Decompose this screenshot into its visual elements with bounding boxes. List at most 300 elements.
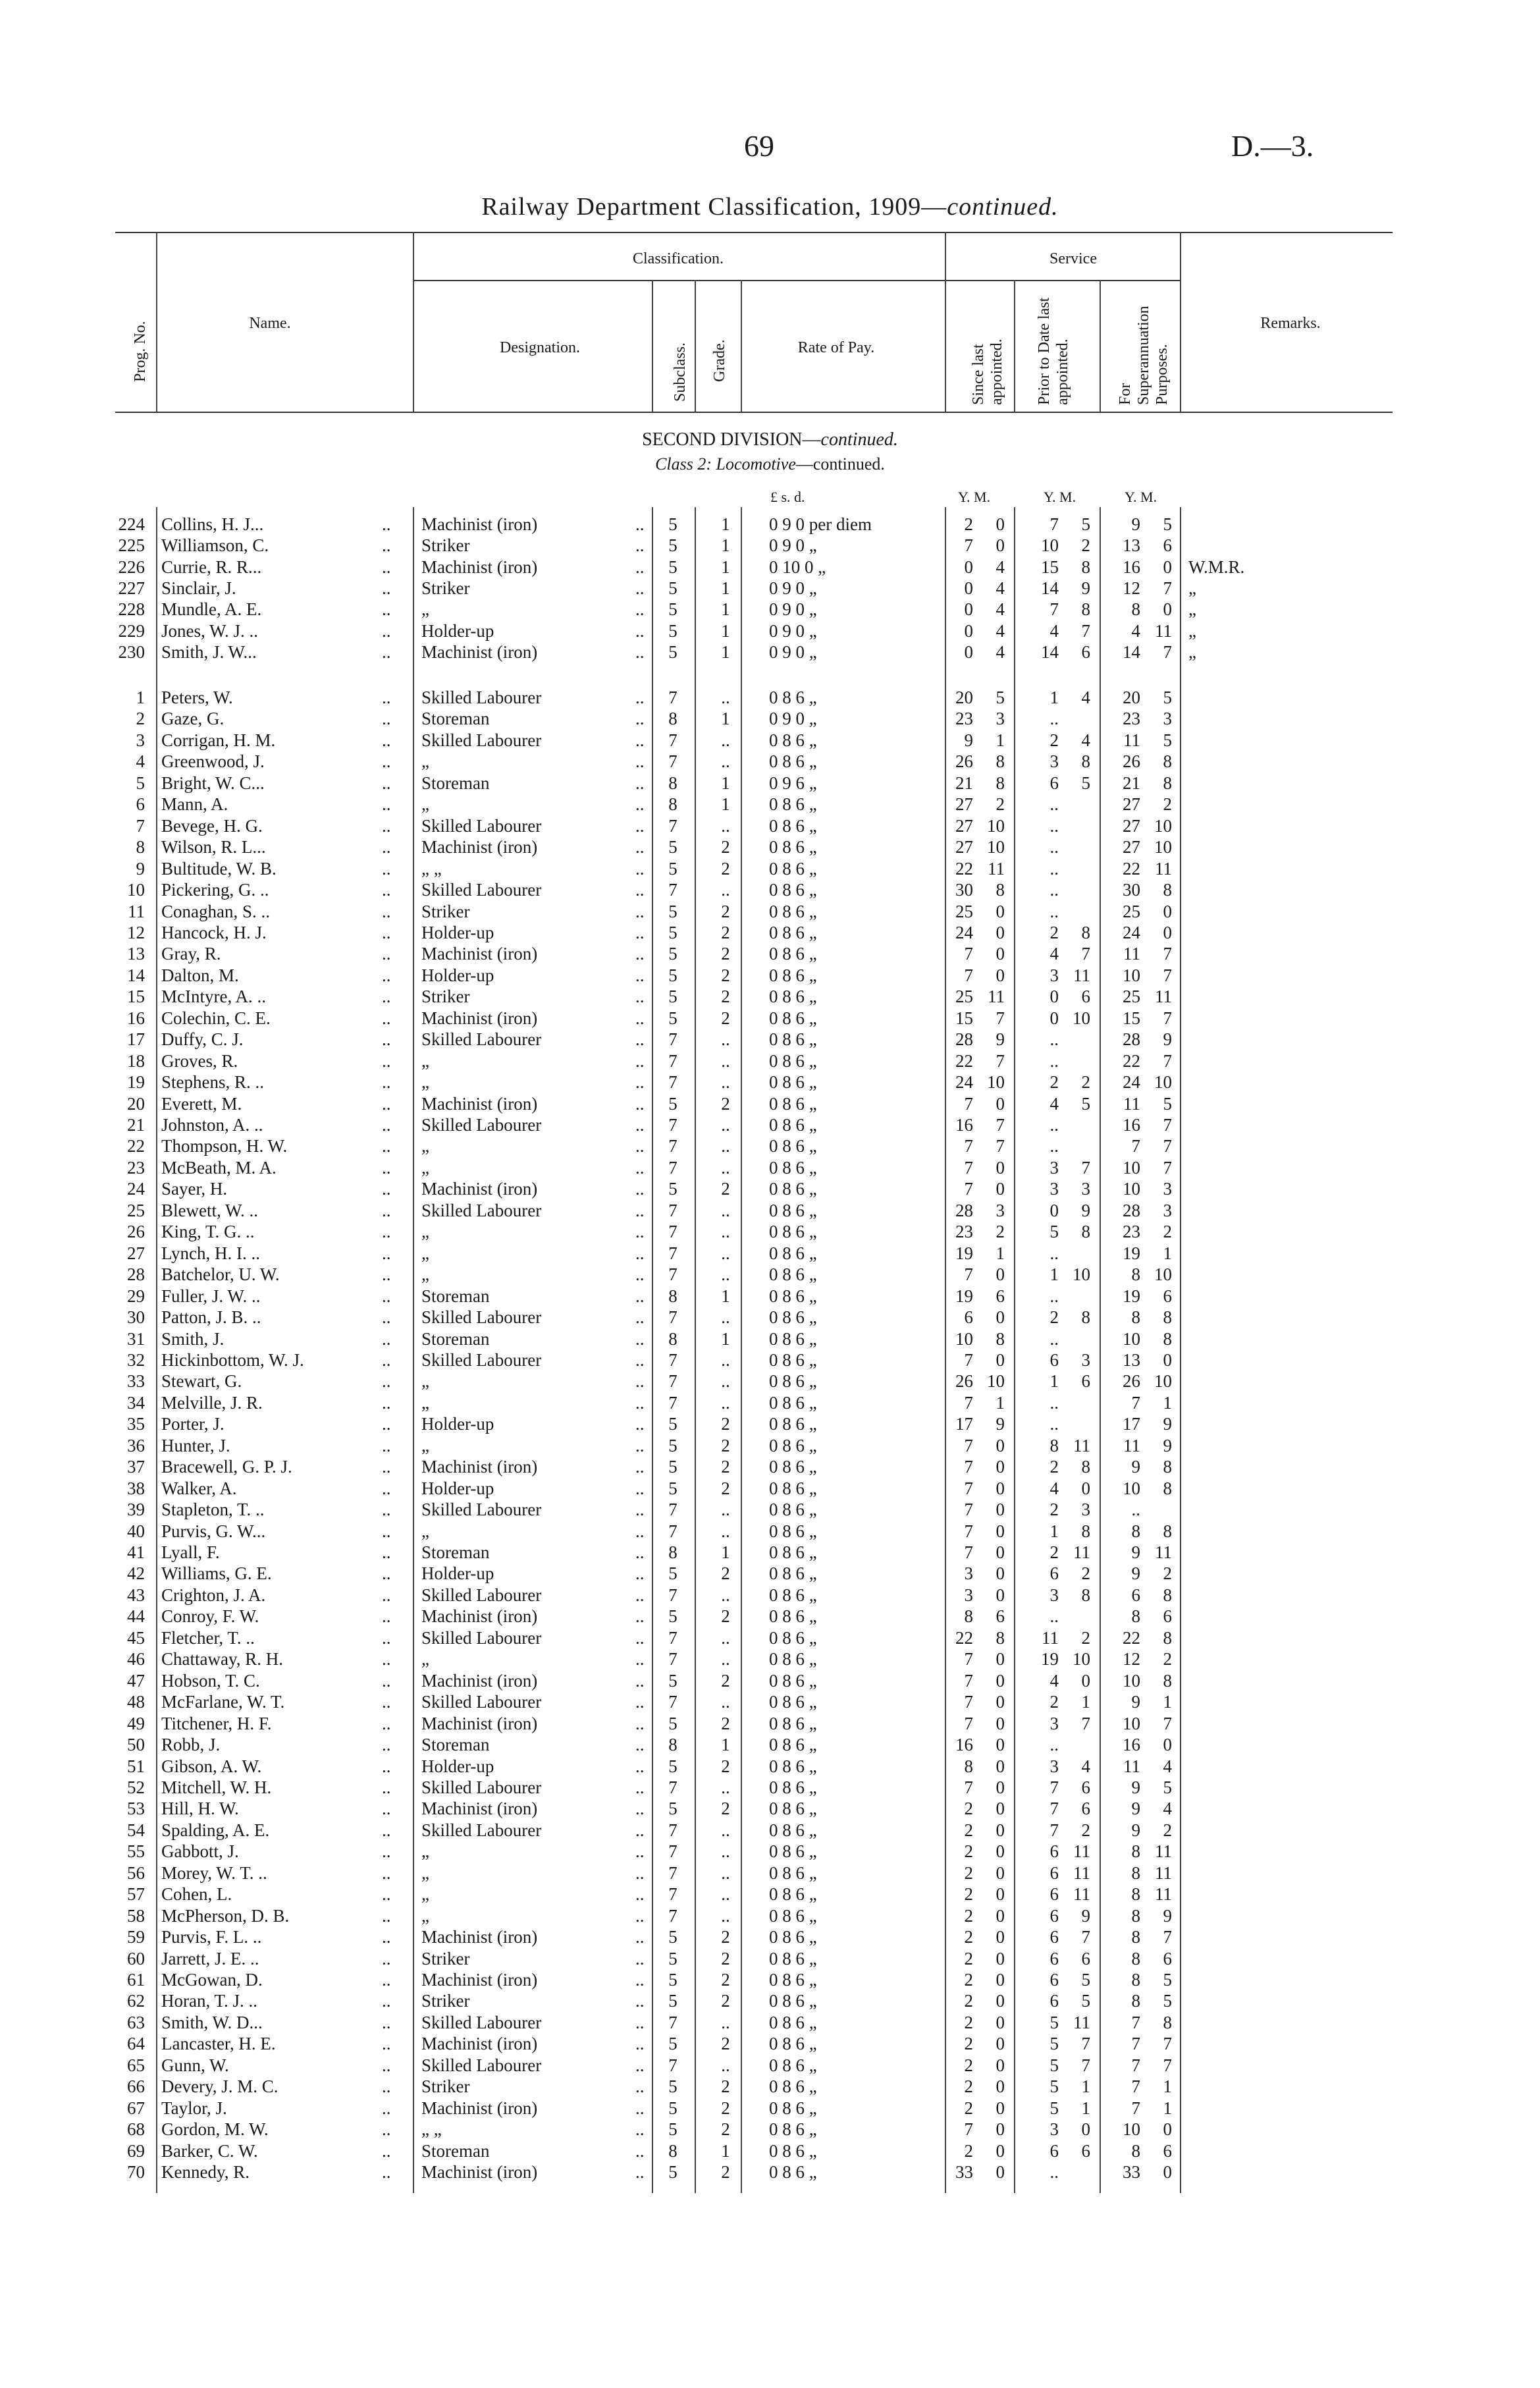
leader-dots: ..: [635, 1884, 645, 1905]
since-months-cell: 6: [996, 1286, 1005, 1306]
subclass-cell: 7: [668, 1222, 677, 1242]
prior-years-cell: 0: [1049, 1200, 1059, 1220]
name-cell: Lancaster, H. E.: [161, 2034, 276, 2054]
name-cell: Collins, H. J...: [161, 514, 264, 534]
leader-dots: ..: [382, 1157, 391, 1178]
grade-cell: 1: [721, 556, 730, 577]
remarks-cell: „: [1188, 641, 1196, 662]
grade-cell: ..: [721, 815, 730, 836]
rate-of-pay-cell: 0 8 6 „: [769, 1222, 817, 1242]
name-cell: Devery, J. M. C.: [161, 2076, 279, 2097]
name-cell: Williamson, C.: [161, 535, 269, 556]
table-row: [0, 1841, 1540, 1862]
page-title: [0, 192, 1540, 221]
grade-cell: ..: [721, 1200, 730, 1220]
table-row: [0, 1585, 1540, 1606]
table-row: [0, 1264, 1540, 1285]
subclass-cell: 7: [668, 1136, 677, 1156]
since-years-cell: 7: [964, 1500, 973, 1520]
since-years-cell: 6: [964, 1307, 973, 1328]
table-row: [0, 986, 1540, 1007]
rate-of-pay-cell: 0 8 6 „: [769, 1050, 817, 1071]
designation-cell: Striker: [421, 1991, 470, 2011]
designation-cell: Machinist (iron): [421, 1457, 538, 1477]
prog-no-cell: 46: [127, 1649, 145, 1669]
leader-dots: ..: [635, 556, 645, 577]
since-years-cell: 2: [964, 1862, 973, 1883]
rate-of-pay-cell: 0 8 6 „: [769, 1862, 817, 1883]
leader-dots: ..: [635, 1905, 645, 1926]
prior-years-cell: 11: [1042, 1627, 1059, 1648]
prog-no-cell: 28: [127, 1264, 145, 1285]
subclass-cell: 5: [668, 1435, 677, 1455]
since-months-cell: 0: [996, 1500, 1005, 1520]
leader-dots: ..: [635, 2055, 645, 2075]
since-years-cell: 0: [964, 599, 973, 620]
name-cell: Jarrett, J. E. ..: [161, 1948, 259, 1968]
leader-dots: ..: [382, 1500, 391, 1520]
subclass-cell: 5: [668, 944, 677, 964]
subclass-cell: 7: [668, 1500, 677, 1520]
subclass-cell: 5: [668, 1948, 677, 1968]
prior-years-cell: 6: [1049, 1970, 1059, 1990]
leader-dots: ..: [635, 1735, 645, 1755]
rate-of-pay-cell: 0 8 6 „: [769, 1414, 817, 1434]
super-months-cell: 2: [1163, 1563, 1172, 1584]
prior-years-cell: 2: [1049, 1692, 1059, 1712]
prior-months-cell: 8: [1081, 1307, 1090, 1328]
leader-dots: ..: [635, 1179, 645, 1199]
name-cell: Stapleton, T. ..: [161, 1500, 265, 1520]
leader-dots: ..: [635, 1371, 645, 1392]
name-cell: Smith, J.: [161, 1328, 225, 1349]
leader-dots: ..: [382, 1243, 391, 1263]
super-months-cell: 9: [1163, 1414, 1172, 1434]
prior-years-cell: ..: [1049, 1328, 1059, 1349]
rate-of-pay-cell: 0 8 6 „: [769, 858, 817, 879]
designation-cell: Machinist (iron): [421, 1008, 538, 1028]
prior-months-cell: 11: [1073, 1884, 1090, 1905]
super-years-cell: 8: [1131, 1927, 1140, 1947]
leader-dots: ..: [382, 1927, 391, 1947]
super-months-cell: 7: [1163, 1115, 1172, 1135]
designation-cell: „: [421, 1136, 429, 1156]
leader-dots: ..: [382, 2012, 391, 2032]
super-months-cell: 7: [1163, 1713, 1172, 1733]
designation-cell: „: [421, 1905, 429, 1926]
name-cell: Taylor, J.: [161, 2098, 227, 2118]
table-row: [0, 708, 1540, 729]
super-months-cell: 8: [1163, 1457, 1172, 1477]
prior-months-cell: 7: [1081, 2055, 1090, 2075]
prior-years-cell: 2: [1049, 1500, 1059, 1520]
prior-months-cell: 6: [1081, 641, 1090, 662]
subclass-cell: 5: [668, 858, 677, 879]
subclass-cell: 7: [668, 1072, 677, 1093]
prior-years-cell: ..: [1049, 901, 1059, 921]
prior-months-cell: 8: [1081, 1222, 1090, 1242]
super-months-cell: 2: [1163, 1649, 1172, 1669]
leader-dots: ..: [382, 599, 391, 620]
rate-of-pay-cell: 0 9 0 „: [769, 578, 817, 598]
name-cell: Pickering, G. ..: [161, 880, 269, 900]
prior-months-cell: 11: [1073, 1542, 1090, 1562]
rate-of-pay-cell: 0 8 6 „: [769, 1521, 817, 1541]
leader-dots: ..: [635, 1093, 645, 1114]
table-row: [0, 2161, 1540, 2183]
leader-dots: ..: [635, 1072, 645, 1093]
leader-dots: ..: [382, 987, 391, 1007]
prog-no-cell: 8: [136, 837, 145, 857]
prog-no-cell: 7: [136, 815, 145, 836]
rate-of-pay-cell: 0 8 6 „: [769, 1606, 817, 1627]
rate-of-pay-cell: 0 8 6 „: [769, 1115, 817, 1135]
since-years-cell: 7: [964, 1349, 973, 1370]
grade-cell: ..: [721, 1884, 730, 1905]
prior-years-cell: 3: [1049, 2119, 1059, 2140]
since-years-cell: 7: [964, 1713, 973, 1733]
since-years-cell: 28: [955, 1029, 973, 1050]
rate-of-pay-cell: 0 8 6 „: [769, 1457, 817, 1477]
rate-of-pay-cell: 0 8 6 „: [769, 1264, 817, 1285]
designation-cell: Machinist (iron): [421, 641, 538, 662]
rate-of-pay-cell: 0 8 6 „: [769, 1029, 817, 1050]
table-row: [0, 1413, 1540, 1434]
prior-years-cell: 6: [1049, 1948, 1059, 1968]
prog-no-cell: 65: [127, 2055, 145, 2075]
since-years-cell: 23: [955, 1222, 973, 1242]
prior-months-cell: 1: [1081, 2076, 1090, 2097]
rate-of-pay-cell: 0 8 6 „: [769, 2012, 817, 2032]
prior-years-cell: 4: [1049, 1478, 1059, 1498]
name-cell: Morey, W. T. ..: [161, 1862, 267, 1883]
grade-cell: 1: [721, 2140, 730, 2161]
since-months-cell: 0: [996, 2012, 1005, 2032]
since-months-cell: 10: [987, 815, 1005, 836]
super-months-cell: 6: [1163, 2140, 1172, 2161]
super-years-cell: 11: [1123, 1435, 1140, 1455]
leader-dots: ..: [635, 514, 645, 534]
rate-of-pay-cell: 0 8 6 „: [769, 1884, 817, 1905]
subclass-cell: 5: [668, 1457, 677, 1477]
prior-months-cell: 7: [1081, 1157, 1090, 1178]
leader-dots: ..: [635, 922, 645, 942]
table-row: [0, 1435, 1540, 1456]
name-cell: Gordon, M. W.: [161, 2119, 269, 2140]
subclass-cell: 7: [668, 1585, 677, 1605]
name-cell: McFarlane, W. T.: [161, 1692, 285, 1712]
since-months-cell: 0: [996, 1820, 1005, 1840]
vrule-designation: [652, 280, 653, 412]
name-cell: Gray, R.: [161, 944, 221, 964]
since-years-cell: 25: [955, 987, 973, 1007]
table-row: [0, 1691, 1540, 1712]
subclass-cell: 8: [668, 1286, 677, 1306]
prior-months-cell: 3: [1081, 1500, 1090, 1520]
leader-dots: ..: [382, 2162, 391, 2183]
leader-dots: ..: [382, 2034, 391, 2054]
leader-dots: ..: [382, 1136, 391, 1156]
subclass-cell: 7: [668, 1029, 677, 1050]
designation-cell: Striker: [421, 1948, 470, 1968]
super-months-cell: 2: [1163, 1222, 1172, 1242]
rate-of-pay-cell: 0 8 6 „: [769, 1585, 817, 1605]
prog-no-cell: 56: [127, 1862, 145, 1883]
designation-cell: „: [421, 599, 429, 620]
table-row: [0, 1370, 1540, 1392]
subclass-cell: 7: [668, 730, 677, 750]
table-row: [0, 1948, 1540, 1969]
name-cell: Bevege, H. G.: [161, 815, 263, 836]
designation-cell: Holder-up: [421, 620, 494, 641]
leader-dots: ..: [382, 1799, 391, 1819]
header-prog-no: Prog. No.: [132, 321, 149, 382]
prog-no-cell: 34: [127, 1392, 145, 1413]
super-months-cell: 11: [1155, 987, 1172, 1007]
super-years-cell: 8: [1131, 1264, 1140, 1285]
prior-months-cell: 8: [1081, 1457, 1090, 1477]
super-months-cell: 7: [1163, 1136, 1172, 1156]
table-row: [0, 2098, 1540, 2119]
prior-years-cell: ..: [1049, 1050, 1059, 1071]
since-years-cell: 8: [964, 1756, 973, 1776]
designation-cell: „ „: [421, 2119, 442, 2140]
super-months-cell: 7: [1163, 578, 1172, 598]
leader-dots: ..: [382, 1692, 391, 1712]
leader-dots: ..: [635, 709, 645, 729]
since-months-cell: 2: [996, 794, 1005, 815]
prog-no-cell: 49: [127, 1713, 145, 1733]
grade-cell: ..: [721, 1500, 730, 1520]
designation-cell: Machinist (iron): [421, 1093, 538, 1114]
leader-dots: ..: [382, 1884, 391, 1905]
rate-of-pay-cell: 0 8 6 „: [769, 2140, 817, 2161]
super-years-cell: 8: [1131, 1841, 1140, 1862]
since-months-cell: 4: [996, 641, 1005, 662]
prior-months-cell: 3: [1081, 1349, 1090, 1370]
super-years-cell: 17: [1123, 1414, 1140, 1434]
table-row: [0, 556, 1540, 578]
super-years-cell: 11: [1123, 730, 1140, 750]
designation-cell: Skilled Labourer: [421, 1627, 542, 1648]
name-cell: Purvis, G. W...: [161, 1521, 266, 1541]
prior-months-cell: 2: [1081, 1627, 1090, 1648]
since-years-cell: 33: [955, 2162, 973, 2183]
prog-no-cell: 69: [127, 2140, 145, 2161]
since-years-cell: 19: [955, 1286, 973, 1306]
since-years-cell: 9: [964, 730, 973, 750]
leader-dots: ..: [382, 1093, 391, 1114]
subclass-cell: 5: [668, 922, 677, 942]
table-row: [0, 1349, 1540, 1370]
since-months-cell: 0: [996, 1157, 1005, 1178]
prior-months-cell: 8: [1081, 751, 1090, 772]
super-years-cell: 33: [1123, 2162, 1140, 2183]
name-cell: McBeath, M. A.: [161, 1157, 277, 1178]
rate-of-pay-cell: 0 8 6 „: [769, 987, 817, 1007]
since-years-cell: 2: [964, 1970, 973, 1990]
leader-dots: ..: [382, 556, 391, 577]
subclass-cell: 5: [668, 514, 677, 534]
since-months-cell: 0: [996, 1841, 1005, 1862]
prior-months-cell: 2: [1081, 535, 1090, 556]
designation-cell: „: [421, 1392, 429, 1413]
since-years-cell: 22: [955, 858, 973, 879]
since-months-cell: 0: [996, 1649, 1005, 1669]
prior-years-cell: 3: [1049, 1157, 1059, 1178]
since-years-cell: 17: [955, 1414, 973, 1434]
subclass-cell: 5: [668, 1713, 677, 1733]
designation-cell: Skilled Labourer: [421, 1029, 542, 1050]
prior-months-cell: 4: [1081, 730, 1090, 750]
prog-no-cell: 47: [127, 1670, 145, 1691]
table-row: [0, 730, 1540, 751]
rate-of-pay-cell: 0 8 6 „: [769, 880, 817, 900]
since-years-cell: 2: [964, 1927, 973, 1947]
table-row: [0, 751, 1540, 772]
prior-months-cell: 2: [1081, 1820, 1090, 1840]
prog-no-cell: 70: [127, 2162, 145, 2183]
name-cell: Spalding, A. E.: [161, 1820, 270, 1840]
prior-years-cell: 1: [1049, 1521, 1059, 1541]
leader-dots: ..: [635, 1777, 645, 1797]
name-cell: Smith, J. W...: [161, 641, 257, 662]
since-years-cell: 2: [964, 514, 973, 534]
subclass-cell: 7: [668, 1627, 677, 1648]
prior-months-cell: 6: [1081, 1948, 1090, 1968]
super-months-cell: 7: [1163, 1050, 1172, 1071]
class-title: Class 2: Locomotive: [655, 454, 796, 474]
leader-dots: ..: [382, 965, 391, 985]
leader-dots: ..: [635, 1521, 645, 1541]
rate-of-pay-cell: 0 8 6 „: [769, 2119, 817, 2140]
grade-cell: 1: [721, 1735, 730, 1755]
rate-of-pay-cell: 0 8 6 „: [769, 1500, 817, 1520]
name-cell: Currie, R. R...: [161, 556, 262, 577]
subclass-cell: 5: [668, 1179, 677, 1199]
designation-cell: Skilled Labourer: [421, 1777, 542, 1797]
subclass-cell: 8: [668, 1735, 677, 1755]
leader-dots: ..: [635, 2012, 645, 2032]
name-cell: King, T. G. ..: [161, 1222, 255, 1242]
super-years-cell: 8: [1131, 1521, 1140, 1541]
grade-cell: ..: [721, 688, 730, 707]
since-months-cell: 0: [996, 1948, 1005, 1968]
prior-years-cell: 2: [1049, 1457, 1059, 1477]
prior-years-cell: 1: [1049, 688, 1059, 707]
super-months-cell: 1: [1163, 1692, 1172, 1712]
prog-no-cell: 11: [128, 901, 145, 921]
super-years-cell: 23: [1123, 1222, 1140, 1242]
unit-super: Y. M.: [1125, 489, 1157, 505]
prior-months-cell: 8: [1081, 556, 1090, 577]
grade-cell: 2: [721, 1756, 730, 1776]
super-months-cell: 7: [1163, 2034, 1172, 2054]
table-row: [0, 2033, 1540, 2054]
grade-cell: 2: [721, 2162, 730, 2183]
prior-years-cell: 3: [1049, 751, 1059, 772]
subclass-cell: 5: [668, 1927, 677, 1947]
prog-no-cell: 22: [127, 1136, 145, 1156]
rate-of-pay-cell: 0 8 6 „: [769, 1991, 817, 2011]
prior-months-cell: 4: [1081, 1756, 1090, 1776]
super-years-cell: 13: [1123, 535, 1140, 556]
table-row: [0, 514, 1540, 535]
rate-of-pay-cell: 0 9 0 „: [769, 599, 817, 620]
since-years-cell: 7: [964, 1093, 973, 1114]
name-cell: Peters, W.: [161, 688, 233, 707]
rate-of-pay-cell: 0 8 6 „: [769, 965, 817, 985]
grade-cell: ..: [721, 1627, 730, 1648]
prior-months-cell: 0: [1081, 2119, 1090, 2140]
leader-dots: ..: [382, 1627, 391, 1648]
name-cell: Gunn, W.: [161, 2055, 229, 2075]
table-row: [0, 2055, 1540, 2076]
name-cell: Dalton, M.: [161, 965, 239, 985]
since-years-cell: 26: [955, 751, 973, 772]
super-months-cell: 0: [1163, 1349, 1172, 1370]
prog-no-cell: 24: [127, 1179, 145, 1199]
vrule-name: [413, 232, 414, 412]
name-cell: Crighton, J. A.: [161, 1585, 266, 1605]
super-months-cell: 8: [1163, 1670, 1172, 1691]
grade-cell: 2: [721, 1179, 730, 1199]
since-months-cell: 0: [996, 901, 1005, 921]
title-continued: continued.: [947, 193, 1059, 221]
since-years-cell: 7: [964, 965, 973, 985]
leader-dots: ..: [382, 641, 391, 662]
leader-dots: ..: [635, 1478, 645, 1498]
super-months-cell: 8: [1163, 1328, 1172, 1349]
leader-dots: ..: [635, 944, 645, 964]
table-row: [0, 1478, 1540, 1499]
since-years-cell: 7: [964, 1478, 973, 1498]
prior-months-cell: 11: [1073, 2012, 1090, 2032]
name-cell: Batchelor, U. W.: [161, 1264, 280, 1285]
table-row: [0, 1798, 1540, 1819]
leader-dots: ..: [382, 2076, 391, 2097]
since-years-cell: 2: [964, 1820, 973, 1840]
rate-of-pay-cell: 0 8 6 „: [769, 1371, 817, 1392]
leader-dots: ..: [382, 2140, 391, 2161]
rate-of-pay-cell: 0 8 6 „: [769, 1392, 817, 1413]
grade-cell: ..: [721, 1264, 730, 1285]
prog-no-cell: 229: [118, 620, 145, 641]
prog-no-cell: 20: [127, 1093, 145, 1114]
designation-cell: Skilled Labourer: [421, 815, 542, 836]
prior-months-cell: 11: [1073, 1862, 1090, 1883]
grade-cell: 1: [721, 599, 730, 620]
prior-months-cell: 7: [1081, 1927, 1090, 1947]
subclass-cell: 5: [668, 1799, 677, 1819]
prior-years-cell: 5: [1049, 2034, 1059, 2054]
leader-dots: ..: [635, 1606, 645, 1627]
title-main: Railway Department Classification, 1909—: [481, 193, 947, 221]
grade-cell: 2: [721, 1478, 730, 1498]
rate-of-pay-cell: 0 8 6 „: [769, 1307, 817, 1328]
super-months-cell: 0: [1163, 2119, 1172, 2140]
since-years-cell: 22: [955, 1050, 973, 1071]
subclass-cell: 5: [668, 535, 677, 556]
prior-years-cell: 4: [1049, 1093, 1059, 1114]
prior-months-cell: 1: [1081, 1692, 1090, 1712]
leader-dots: ..: [382, 514, 391, 534]
subclass-cell: 7: [668, 1884, 677, 1905]
leader-dots: ..: [382, 1349, 391, 1370]
designation-cell: „: [421, 1884, 429, 1905]
rate-of-pay-cell: 0 8 6 „: [769, 1627, 817, 1648]
leader-dots: ..: [635, 1820, 645, 1840]
